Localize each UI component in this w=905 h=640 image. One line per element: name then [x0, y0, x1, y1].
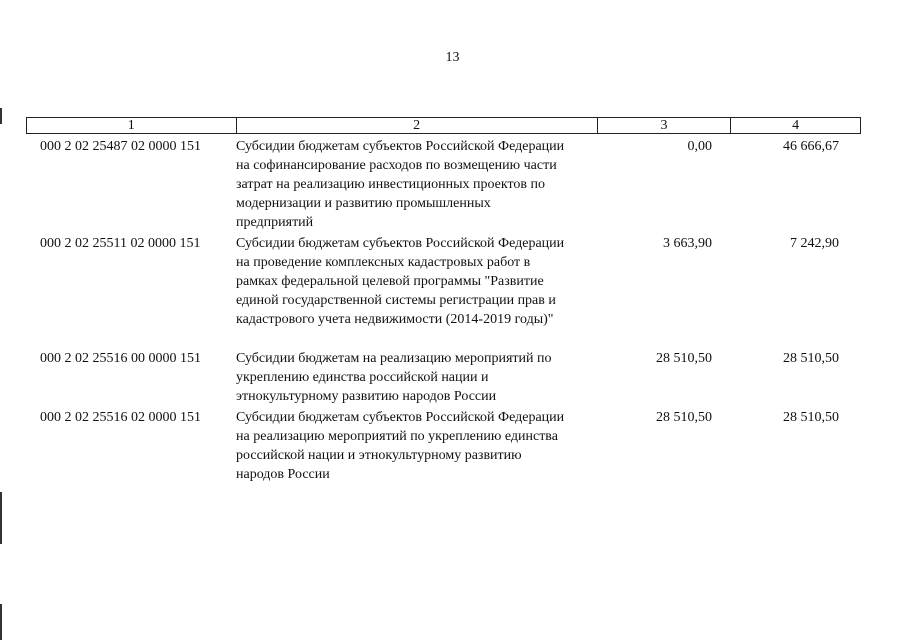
- description-line: Субсидии бюджетам субъектов Российской Федерации: [236, 410, 565, 425]
- page-number: 13: [445, 50, 460, 65]
- value-column-3: 0,00: [687, 139, 712, 154]
- budget-code: 000 2 02 25511 02 0000 151: [40, 236, 201, 251]
- description-line: Субсидии бюджетам на реализацию мероприятий по: [236, 351, 552, 366]
- value-column-3: 3 663,90: [663, 236, 712, 251]
- description-line: укреплению единства российской нации и: [236, 370, 489, 385]
- budget-code: 000 2 02 25516 00 0000 151: [40, 351, 201, 366]
- value-column-4: 46 666,67: [783, 139, 839, 154]
- description-line: Субсидии бюджетам субъектов Российской Федерации: [236, 139, 565, 154]
- row-description: [236, 137, 598, 232]
- description-line: кадастрового учета недвижимости (2014-2019 годы)": [236, 312, 554, 327]
- description-line: российской нации и этнокультурному развитию: [236, 448, 522, 463]
- description-line: модернизации и развитию промышленных: [236, 196, 491, 211]
- value-column-4: 28 510,50: [783, 351, 839, 366]
- description-line: этнокультурному развитию народов России: [236, 389, 497, 404]
- row-description: [236, 234, 598, 329]
- row-description: [236, 408, 598, 484]
- scan-edge-mark: [0, 108, 2, 124]
- description-line: на софинансирование расходов по возмещению части: [236, 158, 557, 173]
- column-header: 3: [598, 118, 732, 133]
- description-line: Субсидии бюджетам субъектов Российской Федерации: [236, 236, 565, 251]
- description-line: затрат на реализацию инвестиционных проектов по: [236, 177, 546, 192]
- value-column-3: 28 510,50: [656, 351, 712, 366]
- description-line: рамках федеральной целевой программы "Развитие: [236, 274, 544, 289]
- budget-code: 000 2 02 25516 02 0000 151: [40, 410, 201, 425]
- value-column-4: 28 510,50: [783, 410, 839, 425]
- scan-edge-mark: [0, 492, 2, 544]
- row-description: [236, 349, 598, 406]
- description-line: народов России: [236, 467, 330, 482]
- column-header: 2: [237, 118, 598, 133]
- scan-edge-mark: [0, 604, 2, 640]
- column-header: 4: [792, 118, 800, 133]
- budget-code: 000 2 02 25487 02 0000 151: [40, 139, 201, 154]
- description-line: предприятий: [236, 215, 314, 230]
- table-header-row: [26, 117, 861, 134]
- description-line: на реализацию мероприятий по укреплению единства: [236, 429, 558, 444]
- description-line: на проведение комплексных кадастровых работ в: [236, 255, 531, 270]
- value-column-4: 7 242,90: [790, 236, 839, 251]
- description-line: единой государственной системы регистрации прав и: [236, 293, 556, 308]
- column-header: 1: [27, 118, 237, 133]
- value-column-3: 28 510,50: [656, 410, 712, 425]
